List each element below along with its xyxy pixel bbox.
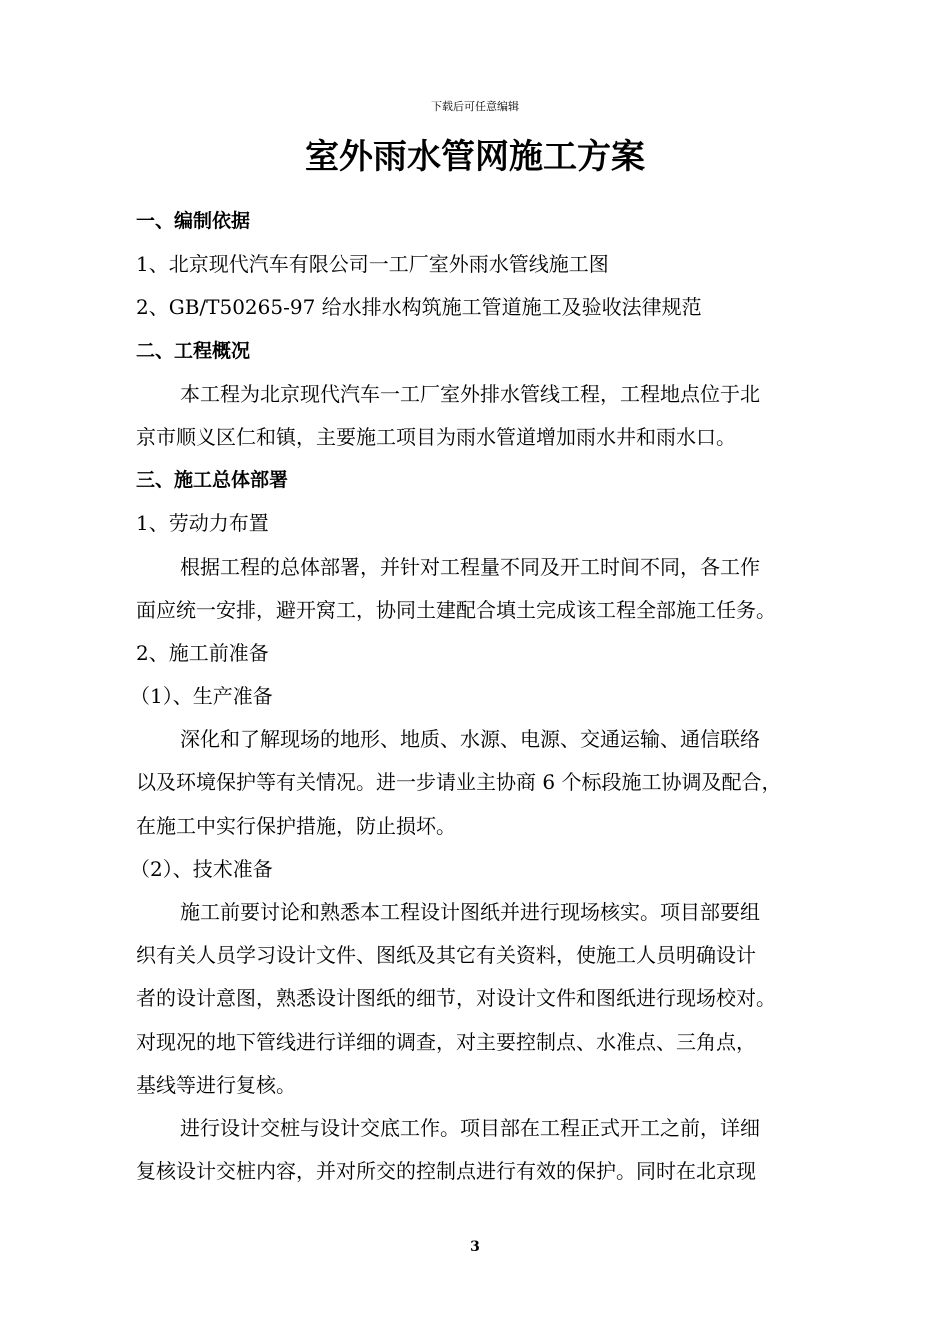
paragraph-line: 者的设计意图，熟悉设计图纸的细节，对设计文件和图纸进行现场校对。 xyxy=(136,986,776,1011)
subsection-heading-technical: （2）、技术准备 xyxy=(130,856,273,881)
paragraph-line: 对现况的地下管线进行详细的调查，对主要控制点、水准点、三角点， xyxy=(136,1029,756,1054)
paragraph-line: 在施工中实行保护措施，防止损坏。 xyxy=(136,813,456,838)
section-heading-basis: 一、编制依据 xyxy=(136,210,251,232)
subsection-heading-production: （1）、生产准备 xyxy=(130,684,273,709)
document-body xyxy=(130,200,848,1193)
subsection-heading-preparation: 2、施工前准备 xyxy=(136,640,269,665)
section-heading-overview: 二、工程概况 xyxy=(136,339,251,362)
paragraph-line: 根据工程的总体部署，并针对工程量不同及开工时间不同，各工作 xyxy=(180,554,760,579)
paragraph-line: 进行设计交桩与设计交底工作。项目部在工程正式开工之前，详细 xyxy=(180,1115,760,1140)
paragraph-line: 复核设计交桩内容，并对所交的控制点进行有效的保护。同时在北京现 xyxy=(136,1159,756,1184)
paragraph-line: 基线等进行复核。 xyxy=(136,1072,296,1097)
paragraph-line: 本工程为北京现代汽车一工厂室外排水管线工程，工程地点位于北 xyxy=(180,381,760,406)
basis-item-2: 2、GB/T50265-97 给水排水构筑施工管道施工及验收法律规范 xyxy=(136,295,702,320)
subsection-heading-labor: 1、劳动力布置 xyxy=(136,511,269,536)
paragraph-line: 京市顺义区仁和镇，主要施工项目为雨水管道增加雨水井和雨水口。 xyxy=(136,424,736,449)
paragraph-line: 面应统一安排，避开窝工，协同土建配合填土完成该工程全部施工任务。 xyxy=(136,597,776,622)
paragraph-line: 以及环境保护等有关情况。进一步请业主协商 6 个标段施工协调及配合， xyxy=(136,770,782,795)
basis-item-1: 1、北京现代汽车有限公司一工厂室外雨水管线施工图 xyxy=(136,252,609,277)
paragraph-line: 织有关人员学习设计文件、图纸及其它有关资料，使施工人员明确设计 xyxy=(136,943,756,968)
paragraph-line: 施工前要讨论和熟悉本工程设计图纸并进行现场核实。项目部要组 xyxy=(180,900,760,924)
page-number: 3 xyxy=(470,1239,480,1255)
paragraph-line: 深化和了解现场的地形、地质、水源、电源、交通运输、通信联络 xyxy=(180,727,760,752)
section-heading-deployment: 三、施工总体部署 xyxy=(136,469,289,492)
document-title: 室外雨水管网施工方案 xyxy=(305,137,645,177)
header-note: 下载后可任意编辑 xyxy=(431,100,519,113)
